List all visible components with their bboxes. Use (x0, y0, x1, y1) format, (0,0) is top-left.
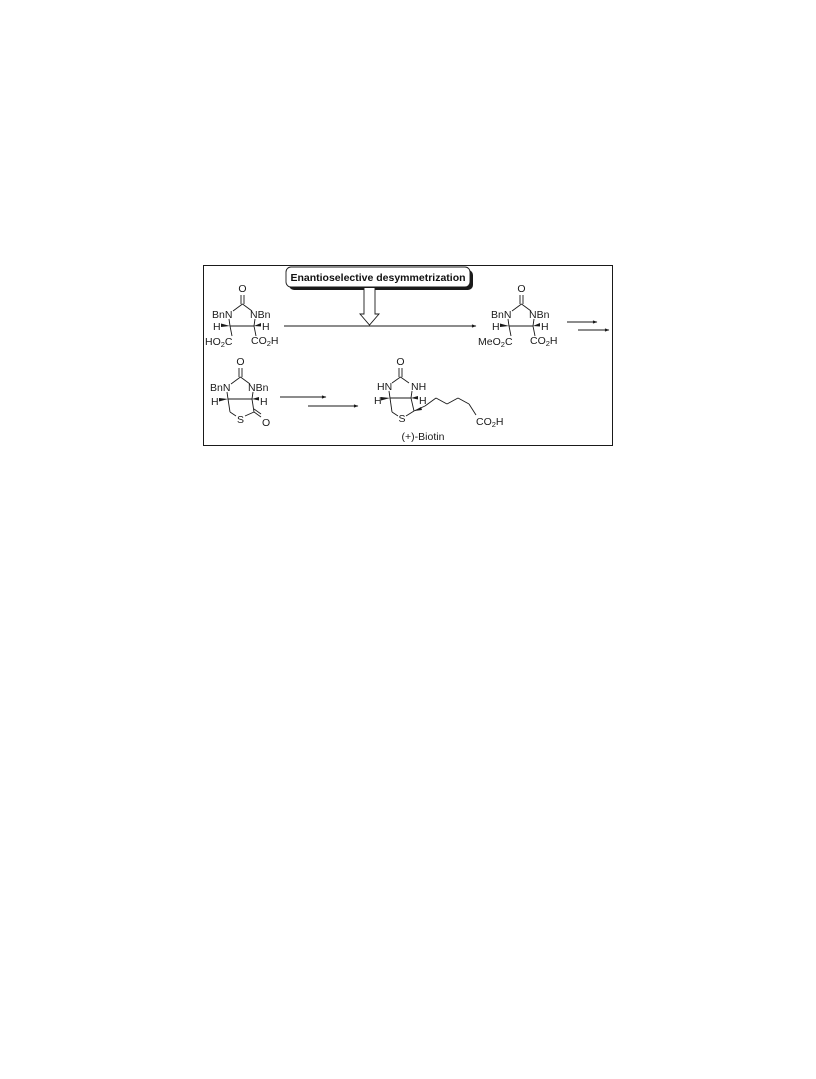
c3-n-right: NBn (248, 382, 269, 394)
c2-acid-right: CO2H (530, 335, 558, 348)
c3-n-left: BnN (210, 382, 231, 394)
biotin-h-left: H (374, 395, 382, 407)
banner-title: Enantioselective desymmetrization (290, 272, 466, 284)
c3-h-right: H (260, 396, 268, 408)
desymmetrization-arrow (360, 288, 379, 325)
c2-h-right: H (541, 321, 549, 333)
biotin-h-right: H (419, 395, 427, 407)
banner (286, 267, 473, 290)
c1-acid-right: CO2H (251, 335, 279, 348)
biotin-sulfur: S (398, 413, 406, 425)
biotin-acid: CO2H (476, 416, 504, 429)
c2-n-left: BnN (491, 309, 512, 321)
c3-sulfur: S (236, 414, 245, 426)
c3-carbonyl-o: O (236, 356, 245, 368)
c1-h-left: H (213, 321, 221, 333)
c2-h-left: H (492, 321, 500, 333)
c1-n-right: NBn (250, 309, 271, 321)
compound-thiolactone (210, 356, 270, 429)
c1-h-right: H (262, 321, 270, 333)
c1-carbonyl-o: O (238, 283, 247, 295)
c2-carbonyl-o: O (517, 283, 526, 295)
c3-lactone-o: O (262, 417, 271, 429)
biotin-name: (+)-Biotin (401, 431, 445, 443)
compound-biotin (374, 356, 504, 443)
c1-n-left: BnN (212, 309, 233, 321)
compound-monoester (478, 283, 558, 349)
c2-n-right: NBn (529, 309, 550, 321)
biotin-carbonyl-o: O (396, 356, 405, 368)
biotin-n-right: NH (411, 381, 427, 393)
biotin-n-left: HN (377, 381, 393, 393)
compound-diacid (205, 283, 279, 349)
c3-h-left: H (211, 396, 219, 408)
c1-acid-left: HO2C (205, 336, 233, 349)
c2-ester-left: MeO2C (478, 336, 513, 349)
